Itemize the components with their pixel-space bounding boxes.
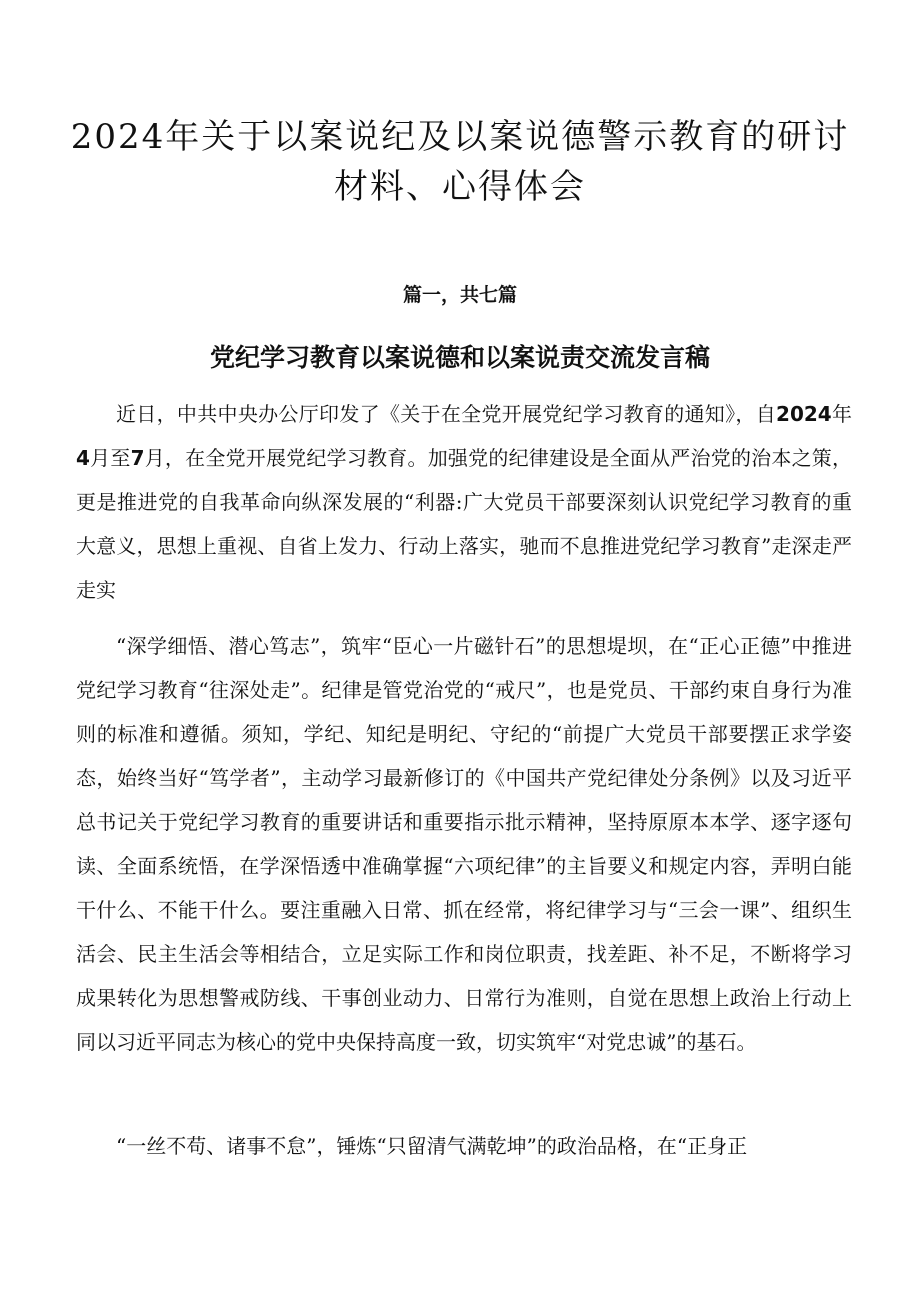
paragraph-1-month-start: 4: [76, 446, 90, 470]
paragraph-1-text-b: 年: [831, 402, 853, 426]
paragraph-1-year: 2024: [776, 402, 832, 426]
paragraph-1-text-a: 近日，中共中央办公厅印发了《关于在全党开展党纪学习教育的通知》，自: [116, 402, 777, 426]
paragraph-2: “深学细悟、潜心笃志”，筑牢“臣心一片磁针石”的思想堤坝，在“正心正德”中推进党纪学习教育“往深处走”。纪律是管党治党的“戒尺”，也是党员、干部约束自身行为准则的标准和遵循。须知，学纪、知纪是明纪、守纪的“前提广大党员干部要摆正求学姿态，始终当好“笃学者”，主动学习最新修订的《中国共产党纪律处分条例》以及习近平总书记关于党纪学习教育的重要讲话和重要指示批示精神，坚持原原本本学、逐字逐句读、全面系统悟，在学深悟透中准确掌握“六项纪律”的主旨要义和规定内容，弄明白能干什么、不能干什么。要注重融入日常、抓在经常，将纪律学习与“三会一课”、组织生活会、民主生活会等相结合，立足实际工作和岗位职责，找差距、补不足，不断将学习成果转化为思想警戒防线、干事创业动力、日常行为准则，自觉在思想上政治上行动上同以习近平同志为核心的党中央保持高度一致，切实筑牢“对党忠诚”的基石。: [76, 634, 852, 1054]
paragraph-1-text-d: 月，在全党开展党纪学习教育。加强党的纪律建设是全面从严治党的治本之策，更是推进党的自我革命向纵深发展的“利器:广大党员干部要深刻认识党纪学习教育的重大意义，思想上重视、自省上发力、行动上落实，驰而不息推进党纪学习教育”走深走严走实: [76, 446, 853, 602]
paragraph-1-month-end: 7: [130, 446, 145, 470]
paragraph-1-text-c: 月至: [89, 446, 131, 470]
document-subtitle: 篇一，共七篇: [402, 284, 517, 306]
speech-title: 党纪学习教育以案说德和以案说责交流发言稿: [209, 343, 710, 372]
paragraph-1: [76, 392, 852, 612]
document-title: 2024年关于以案说纪及以案说德警示教育的研讨材料、心得体会: [70, 117, 850, 207]
paragraph-3: “一丝不苟、诸事不怠”，锤炼“只留清气满乾坤”的政治品格，在“正身正: [116, 1134, 748, 1158]
